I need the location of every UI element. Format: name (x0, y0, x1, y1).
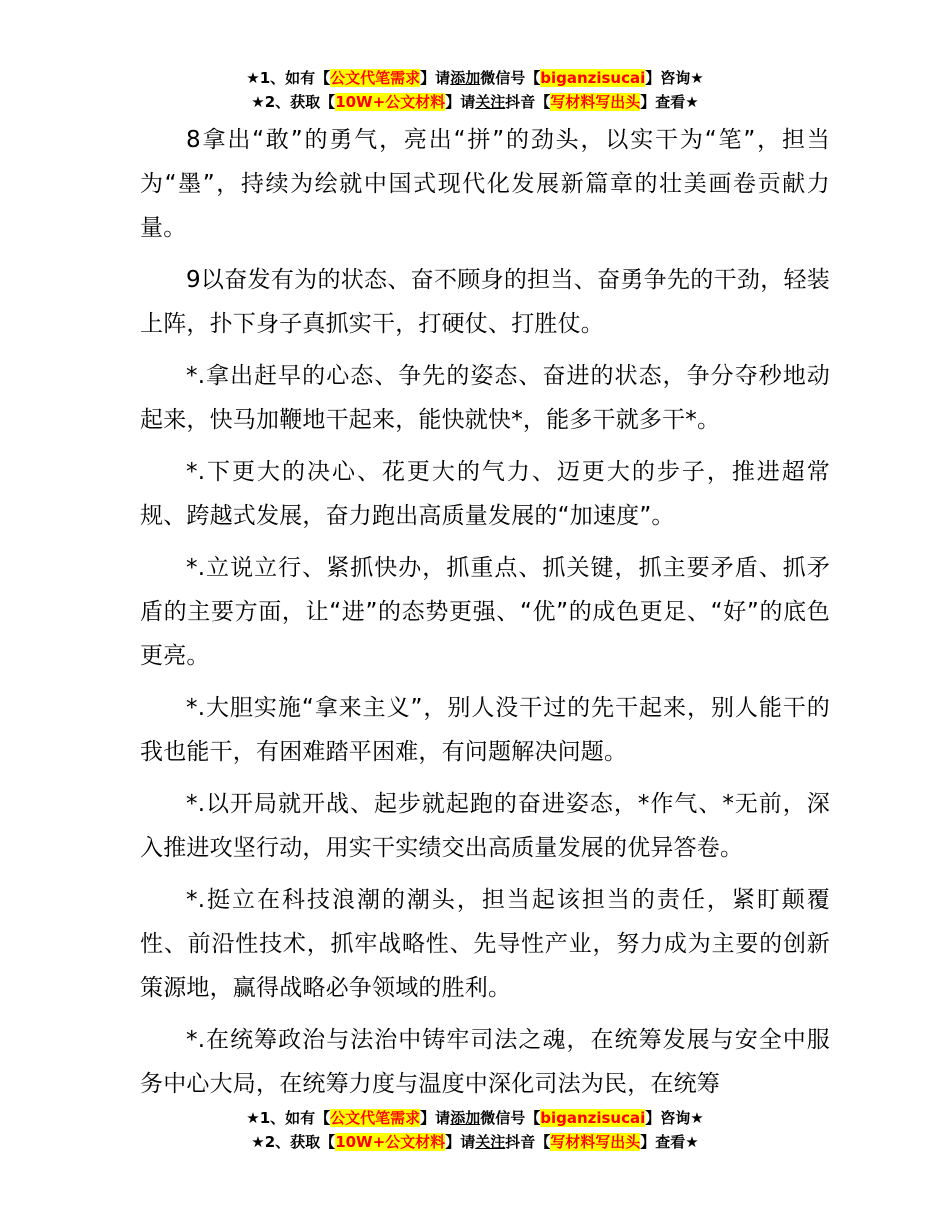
banner-text: 】咨询★ (645, 69, 704, 87)
highlight-wechat-id: biganzisucai (540, 1109, 646, 1127)
highlight-douyin-id: 写材料写出头 (550, 93, 641, 111)
banner-text: 微信号【 (480, 69, 541, 87)
banner-text: 】请 (420, 69, 451, 87)
paragraph: *.大胆实施“拿来主义”，别人没干过的先干起来，别人能干的我也能干，有困难踏平困难，有问题解决问题。 (140, 695, 830, 765)
banner-text: ★1、如有【 (246, 1109, 331, 1127)
underlined-word: 添加 (450, 1109, 481, 1127)
highlight-service: 公文代笔需求 (330, 69, 421, 87)
banner-text: 】查看★ (640, 1133, 699, 1151)
banner-text: 微信号【 (480, 1109, 541, 1127)
header-banner (0, 66, 950, 114)
banner-line-2 (0, 1130, 950, 1154)
banner-text: 】查看★ (640, 93, 699, 111)
underlined-word: 关注 (475, 1133, 506, 1151)
banner-line-1 (0, 1106, 950, 1130)
underlined-word: 添加 (450, 69, 481, 87)
highlight-materials: 10W+公文材料 (335, 1133, 446, 1151)
paragraph: *.在统筹政治与法治中铸牢司法之魂，在统筹发展与安全中服务中心大局，在统筹力度与温度中深化司法为民，在统筹 (140, 1027, 830, 1097)
banner-text: 抖音【 (505, 1133, 551, 1151)
banner-text: ★2、获取【 (251, 93, 336, 111)
paragraph: *.以开局就开战、起步就起跑的奋进姿态，*作气、*无前，深入推进攻坚行动，用实干实绩交出高质量发展的优异答卷。 (140, 791, 830, 861)
banner-text: 】请 (445, 1133, 476, 1151)
highlight-service: 公文代笔需求 (330, 1109, 421, 1127)
banner-text: 】咨询★ (645, 1109, 704, 1127)
underlined-word: 关注 (475, 93, 506, 111)
banner-text: 抖音【 (505, 93, 551, 111)
paragraph: *.拿出赶早的心态、争先的姿态、奋进的状态，争分夺秒地动起来，快马加鞭地干起来，能快就快*，能多干就多干*。 (140, 363, 830, 433)
document-body (140, 118, 830, 1114)
paragraph: *.挺立在科技浪潮的潮头，担当起该担当的责任，紧盯颠覆性、前沿性技术，抓牢战略性、先导性产业，努力成为主要的创新策源地，赢得战略必争领域的胜利。 (140, 887, 830, 1001)
footer-banner (0, 1106, 950, 1154)
banner-text: 】请 (420, 1109, 451, 1127)
banner-line-1 (0, 66, 950, 90)
banner-text: ★1、如有【 (246, 69, 331, 87)
paragraph: *.立说立行、紧抓快办，抓重点、抓关键，抓主要矛盾、抓矛盾的主要方面，让“进”的态势更强、“优”的成色更足、“好”的底色更亮。 (140, 555, 830, 669)
banner-text: ★2、获取【 (251, 1133, 336, 1151)
banner-text: 】请 (445, 93, 476, 111)
paragraph: 9以奋发有为的状态、奋不顾身的担当、奋勇争先的干劲，轻装上阵，扑下身子真抓实干，打硬仗、打胜仗。 (140, 267, 830, 337)
paragraph: 8拿出“敢”的勇气，亮出“拼”的劲头，以实干为“笔”，担当为“墨”，持续为绘就中国式现代化发展新篇章的壮美画卷贡献力量。 (140, 127, 830, 241)
paragraph: *.下更大的决心、花更大的气力、迈更大的步子，推进超常规、跨越式发展，奋力跑出高质量发展的“加速度”。 (140, 459, 830, 529)
highlight-douyin-id: 写材料写出头 (550, 1133, 641, 1151)
highlight-wechat-id: biganzisucai (540, 69, 646, 87)
banner-line-2 (0, 90, 950, 114)
highlight-materials: 10W+公文材料 (335, 93, 446, 111)
